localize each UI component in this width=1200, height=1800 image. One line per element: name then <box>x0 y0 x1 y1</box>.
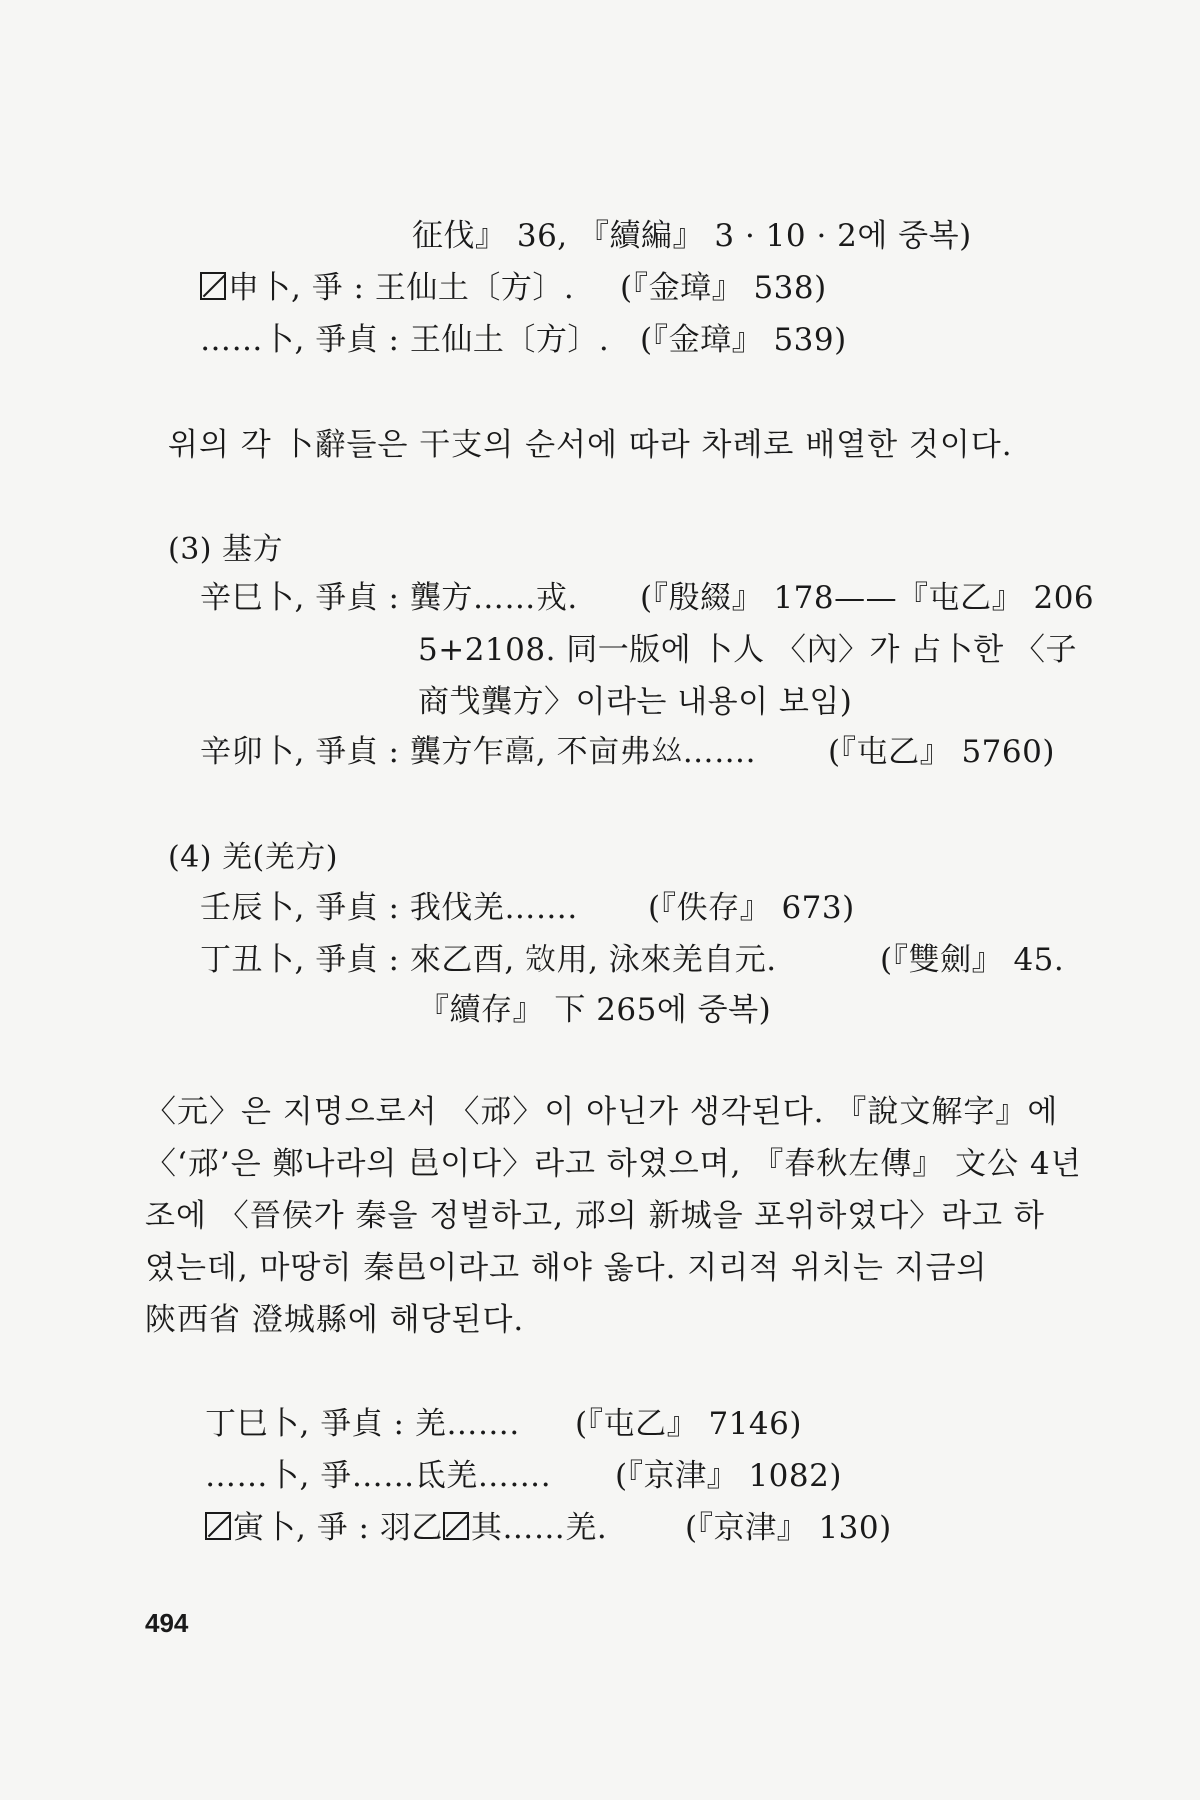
missing-character-box-icon <box>200 272 226 300</box>
inscription-line: 辛卯卜, 爭貞 : 龔方乍𩫖, 不㐭弗𢆶……. (『屯乙』 5760) <box>200 734 1055 770</box>
citation: (『屯乙』 5760) <box>828 734 1055 770</box>
page-number: 494 <box>145 1608 189 1638</box>
citation: (『雙劍』 45. <box>880 942 1065 978</box>
body-paragraph-line: 였는데, 마땅히 秦邑이라고 해야 옳다. 지리적 위치는 지금의 <box>145 1250 988 1286</box>
citation: (『京津』 130) <box>685 1510 892 1546</box>
inscription-line: 寅卜, 爭 : 羽乙 其……羌. (『京津』 130) <box>205 1508 607 1548</box>
body-paragraph-line: 〈元〉은 지명으로서 〈邧〉이 아닌가 생각된다. 『說文解字』에 <box>145 1094 1059 1130</box>
inscription-line: 丁丑卜, 爭貞 : 來乙酉, 𢽉用, 泳來羌自元. (『雙劍』 45. <box>200 942 1065 978</box>
text-line: 征伐』 36, 『續編』 3 · 10 · 2에 중복) <box>412 218 972 254</box>
citation-continuation: 『續存』 下 265에 중복) <box>418 992 772 1028</box>
inscription-line: 申卜, 爭 : 王仙土〔方〕. (『金璋』 538) <box>200 268 574 308</box>
inscription-line: ……卜, 爭……氐羌……. (『京津』 1082) <box>205 1458 842 1494</box>
citation: (『屯乙』 7146) <box>575 1406 802 1442</box>
body-paragraph-line: 조에 〈晉侯가 秦을 정벌하고, 邧의 新城을 포위하였다〉라고 하 <box>145 1198 1045 1234</box>
citation-continuation: 5+2108. 同一版에 卜人 〈內〉가 占卜한 〈子 <box>418 632 1078 668</box>
inscription-line: 壬辰卜, 爭貞 : 我伐羌……. (『佚存』 673) <box>200 890 855 926</box>
body-paragraph-line: 陝西省 澄城縣에 해당된다. <box>145 1302 525 1338</box>
body-paragraph-line: 〈‘邧’은 鄭나라의 邑이다〉라고 하였으며, 『春秋左傳』 文公 4년 <box>145 1146 1082 1182</box>
citation: (『金璋』 538) <box>620 270 827 306</box>
inscription-line: ……卜, 爭貞 : 王仙土〔方〕. (『金璋』 539) <box>200 322 847 358</box>
section-heading: (3) 基方 <box>168 532 284 567</box>
body-paragraph: 위의 각 卜辭들은 干支의 순서에 따라 차례로 배열한 것이다. <box>168 427 1013 463</box>
citation: (『佚存』 673) <box>648 890 855 926</box>
missing-character-box-icon <box>443 1512 469 1540</box>
inscription-line: 辛巳卜, 爭貞 : 龔方……戎. (『殷綴』 178——『屯乙』 206 <box>200 580 1095 616</box>
citation: (『殷綴』 178——『屯乙』 206 <box>640 580 1095 616</box>
citation-continuation: 商𢦏龔方〉이라는 내용이 보임) <box>418 684 853 720</box>
citation: (『金璋』 539) <box>640 322 847 358</box>
missing-character-box-icon <box>205 1512 231 1540</box>
section-heading: (4) 羌(羌方) <box>168 840 338 875</box>
inscription-line: 丁巳卜, 爭貞 : 羌……. (『屯乙』 7146) <box>205 1406 802 1442</box>
citation: (『京津』 1082) <box>615 1458 842 1494</box>
